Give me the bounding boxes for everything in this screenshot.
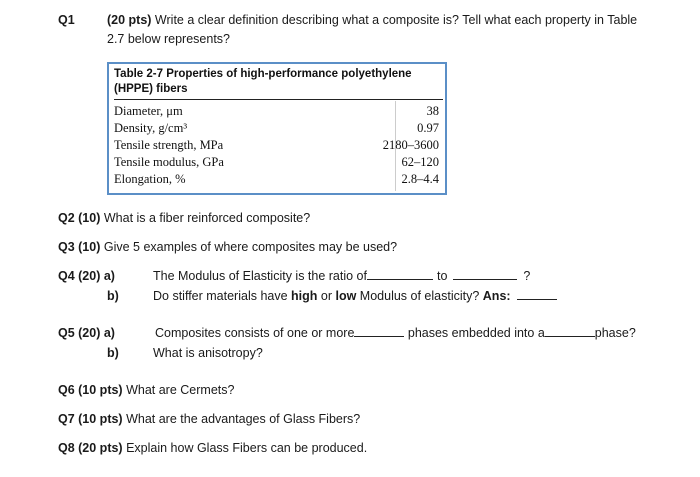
q3-text: Give 5 examples of where composites may be used? (100, 240, 398, 254)
q6 (58, 383, 234, 397)
q5b-text: What is anisotropy? (153, 346, 263, 360)
table-row (114, 138, 439, 154)
q4a-question-mark: ? (523, 269, 531, 283)
q7 (58, 412, 360, 426)
q5a-blank-1[interactable] (354, 326, 404, 337)
q1-text (107, 13, 637, 27)
table-row-label: Tensile strength, MPa (114, 138, 224, 152)
table-row-label: Diameter, μm (114, 104, 183, 118)
q3-number: Q3 (10) (58, 240, 101, 254)
table-row (114, 155, 439, 171)
q4a-to: to (436, 269, 448, 283)
q5a-text-end: phase? (594, 326, 636, 340)
q7-number: Q7 (10 pts) (58, 412, 123, 426)
q4b-low: low (335, 289, 357, 303)
q8-number: Q8 (20 pts) (58, 441, 123, 455)
q1-text-line2: 2.7 below represents? (107, 32, 230, 46)
table-row-value: 0.97 (417, 121, 439, 135)
q2-text: What is a fiber reinforced composite? (100, 211, 311, 225)
q5a-blank-2[interactable] (545, 326, 595, 337)
properties-table (107, 62, 447, 195)
q4b-high: high (291, 289, 318, 303)
q4b-text-end: Modulus of elasticity? (356, 289, 483, 303)
table-row-label: Tensile modulus, GPa (114, 155, 224, 169)
q5b-label: b) (107, 346, 119, 360)
q4b-text-start: Do stiffer materials have (153, 289, 292, 303)
q4a-text (153, 269, 530, 283)
table-row-value: 2180–3600 (382, 138, 439, 152)
q4b-ans: Ans: (482, 289, 511, 303)
table-row (114, 172, 439, 188)
q5-number: Q5 (20) a) (58, 326, 115, 340)
q5a-text (155, 326, 636, 340)
q4a-blank-2[interactable] (453, 269, 517, 280)
table-row-value: 2.8–4.4 (401, 172, 439, 186)
table-row-value: 62–120 (401, 155, 439, 169)
q4a-blank-1[interactable] (367, 269, 433, 280)
table-row (114, 104, 439, 120)
table-row-label: Density, g/cm³ (114, 121, 188, 135)
q8 (58, 441, 367, 455)
q3 (58, 240, 397, 254)
q2-number: Q2 (10) (58, 211, 101, 225)
q8-text: Explain how Glass Fibers can be produced. (122, 441, 368, 455)
q1-points: (20 pts) (107, 13, 152, 27)
table-row-value: 38 (426, 104, 439, 118)
q4a-text-start: The Modulus of Elasticity is the ratio of (153, 269, 367, 283)
q7-text: What are the advantages of Glass Fibers? (122, 412, 361, 426)
table-title: Table 2-7 Properties of high-performance polyethylene (HPPE) fibers (114, 68, 412, 95)
q6-number: Q6 (10 pts) (58, 383, 123, 397)
q4b-text (153, 289, 557, 303)
table-row (114, 121, 439, 137)
q4b-answer-blank[interactable] (517, 289, 557, 300)
q5a-text-middle: phases embedded into a (404, 326, 545, 340)
table-row-label: Elongation, % (114, 172, 186, 186)
q1-number: Q1 (58, 13, 75, 27)
q4b-or: or (317, 289, 336, 303)
table-header-rule (114, 99, 443, 100)
q6-text: What are Cermets? (122, 383, 235, 397)
q5a-text-start: Composites consists of one or more (155, 326, 355, 340)
q2 (58, 211, 310, 225)
q1-text-line1: Write a clear definition describing what a composite is? Tell what each property in Table (151, 13, 638, 27)
q4-number: Q4 (20) a) (58, 269, 115, 283)
q4b-label: b) (107, 289, 119, 303)
